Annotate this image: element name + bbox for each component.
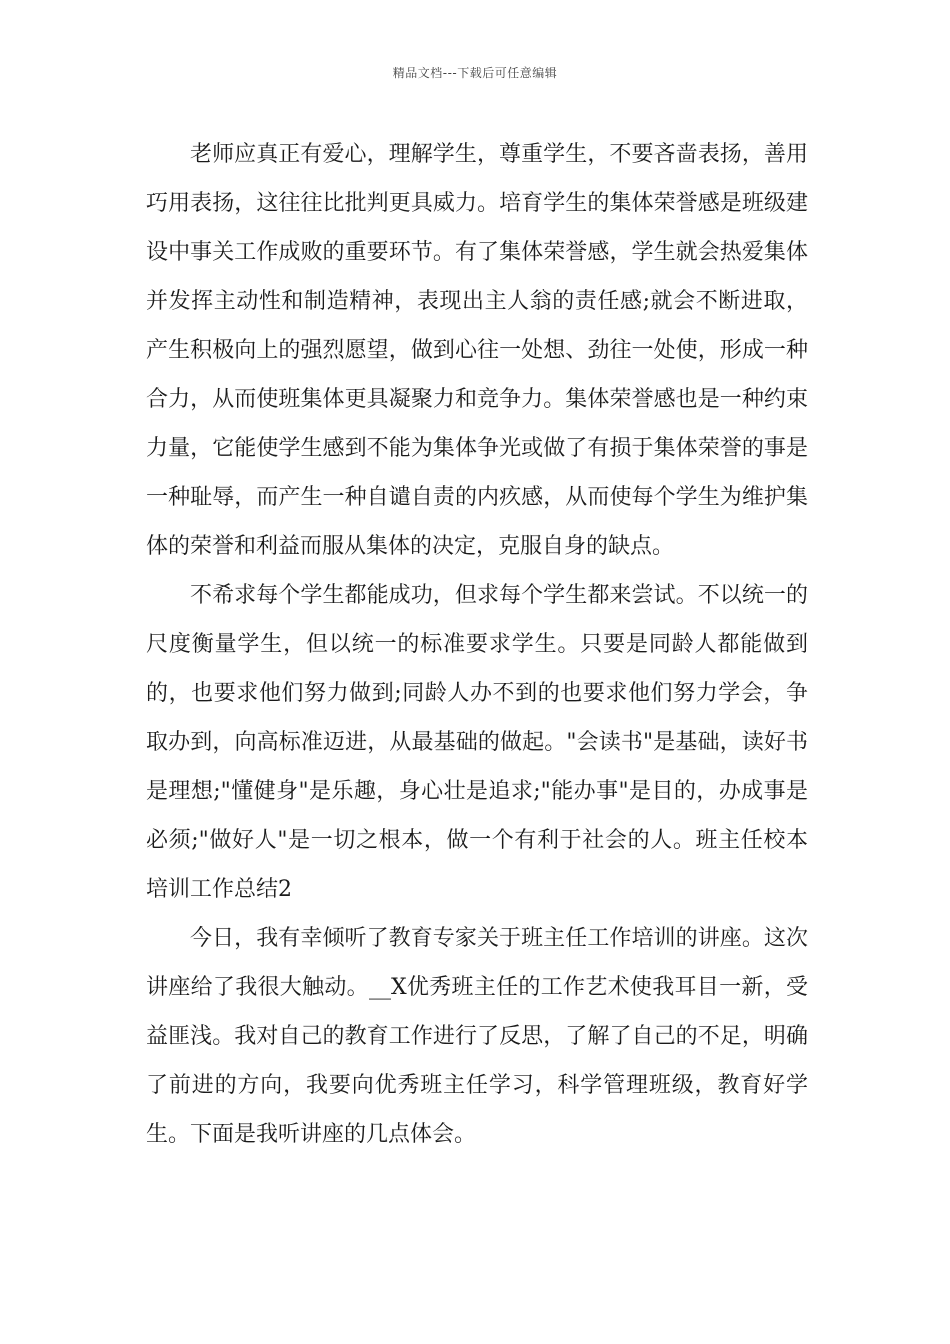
paragraph-1: 老师应真正有爱心，理解学生，尊重学生，不要吝啬表扬，善用巧用表扬，这往往比批判更具威力。培育学生的集体荣誉感是班级建设中事关工作成败的重要环节。有了集体荣誉感，学生就会热爱集体并发挥主动性和制造精神，表现出主人翁的责任感;就会不断进取，产生积极向上的强烈愿望，做到心往一处想、劲往一处使，形成一种合力，从而使班集体更具凝聚力和竞争力。集体荣誉感也是一种约束力量，它能使学生感到不能为集体争光或做了有损于集体荣誉的事是一种耻辱，而产生一种自谴自责的内疚感，从而使每个学生为维护集体的荣誉和利益而服从集体的决定，克服自身的缺点。 [146, 142, 808, 559]
document-body [146, 130, 808, 1159]
paragraph-2: 不希求每个学生都能成功，但求每个学生都来尝试。不以统一的尺度衡量学生，但以统一的标准要求学生。只要是同龄人都能做到的，也要求他们努力做到;同龄人办不到的也要求他们努力学会，争取办到，向高标准迈进，从最基础的做起。"会读书"是基础，读好书是理想;"懂健身"是乐趣，身心壮是追求;"能办事"是目的，办成事是必须;"做好人"是一切之根本，做一个有利于社会的人。班主任校本培训工作总结2 [146, 583, 808, 902]
paragraph-3: 今日，我有幸倾听了教育专家关于班主任工作培训的讲座。这次讲座给了我很大触动。__X优秀班主任的工作艺术使我耳目一新，受益匪浅。我对自己的教育工作进行了反思，了解了自己的不足，明确了前进的方向，我要向优秀班主任学习，科学管理班级，教育好学生。下面是我听讲座的几点体会。 [146, 926, 808, 1147]
page-header: 精品文档---下载后可任意编辑 [392, 66, 558, 80]
